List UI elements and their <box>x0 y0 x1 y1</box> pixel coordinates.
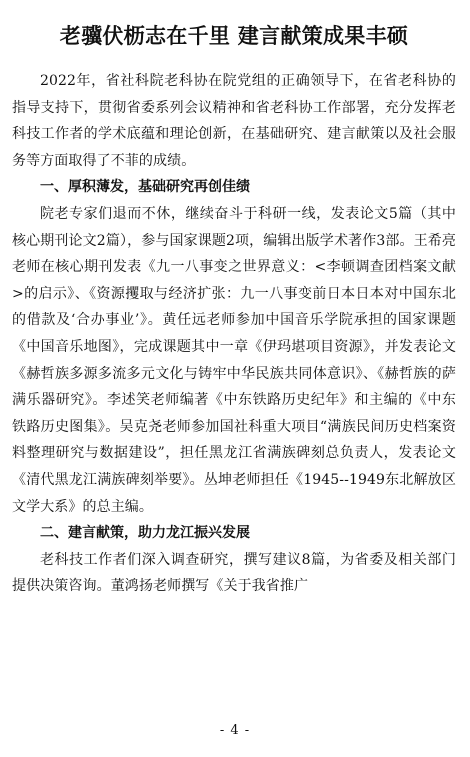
intro-paragraph: 2022年，省社科院老科协在院党组的正确领导下，在省老科协的指导支持下，贯彻省委系列会议精神和省老科协工作部署，充分发挥老科技工作者的学术底蕴和理论创新，在基础研究、建言献策以及社会服务等方面取得了不菲的成绩。 <box>12 73 456 169</box>
section-1-heading: 一、厚积薄发，基础研究再创佳绩 <box>40 179 250 196</box>
section-1-paragraph: 院老专家们退而不休，继续奋斗于科研一线，发表论文5篇（其中核心期刊论文2篇），参与国家课题2项，编辑出版学术著作3部。王希亮老师在核心期刊发表《九一八事变之世界意义：<李顿调查团档案文献>的启示》、《资源攫取与经济扩张：九一八事变前日本日本对中国东北的借款及‘合办事业’》。黄任远老师参加中国音乐学院承担的国家课题《中国音乐地图》，完成课题其中一章《伊玛堪项目资源》，并发表论文《赫哲族多源多流多元文化与铸牢中华民族共同体意识》、《赫哲族的萨满乐器研究》。李述笑老师编著《中东铁路历史纪年》和主编的《中东铁路历史图集》。吴克尧老师参加国社科重大项目“满族民间历史档案资料整理研究与数据建设”，担任黑龙江省满族碑刻总负责人，发表论文《清代黑龙江满族碑刻举要》。丛坤老师担任《1945--1949东北解放区文学大系》的总主编。 <box>12 205 456 515</box>
page-number: - 4 - <box>219 723 251 738</box>
document-body <box>12 68 456 600</box>
section-2-heading: 二、建言献策，助力龙江振兴发展 <box>40 525 250 542</box>
document-title: 老骥伏枥志在千里 建言献策成果丰硕 <box>59 24 409 48</box>
section-2-paragraph: 老科技工作者们深入调查研究，撰写建议8篇，为省委及相关部门提供决策咨询。董鸿扬老师撰写《关于我省推广 <box>12 551 456 595</box>
